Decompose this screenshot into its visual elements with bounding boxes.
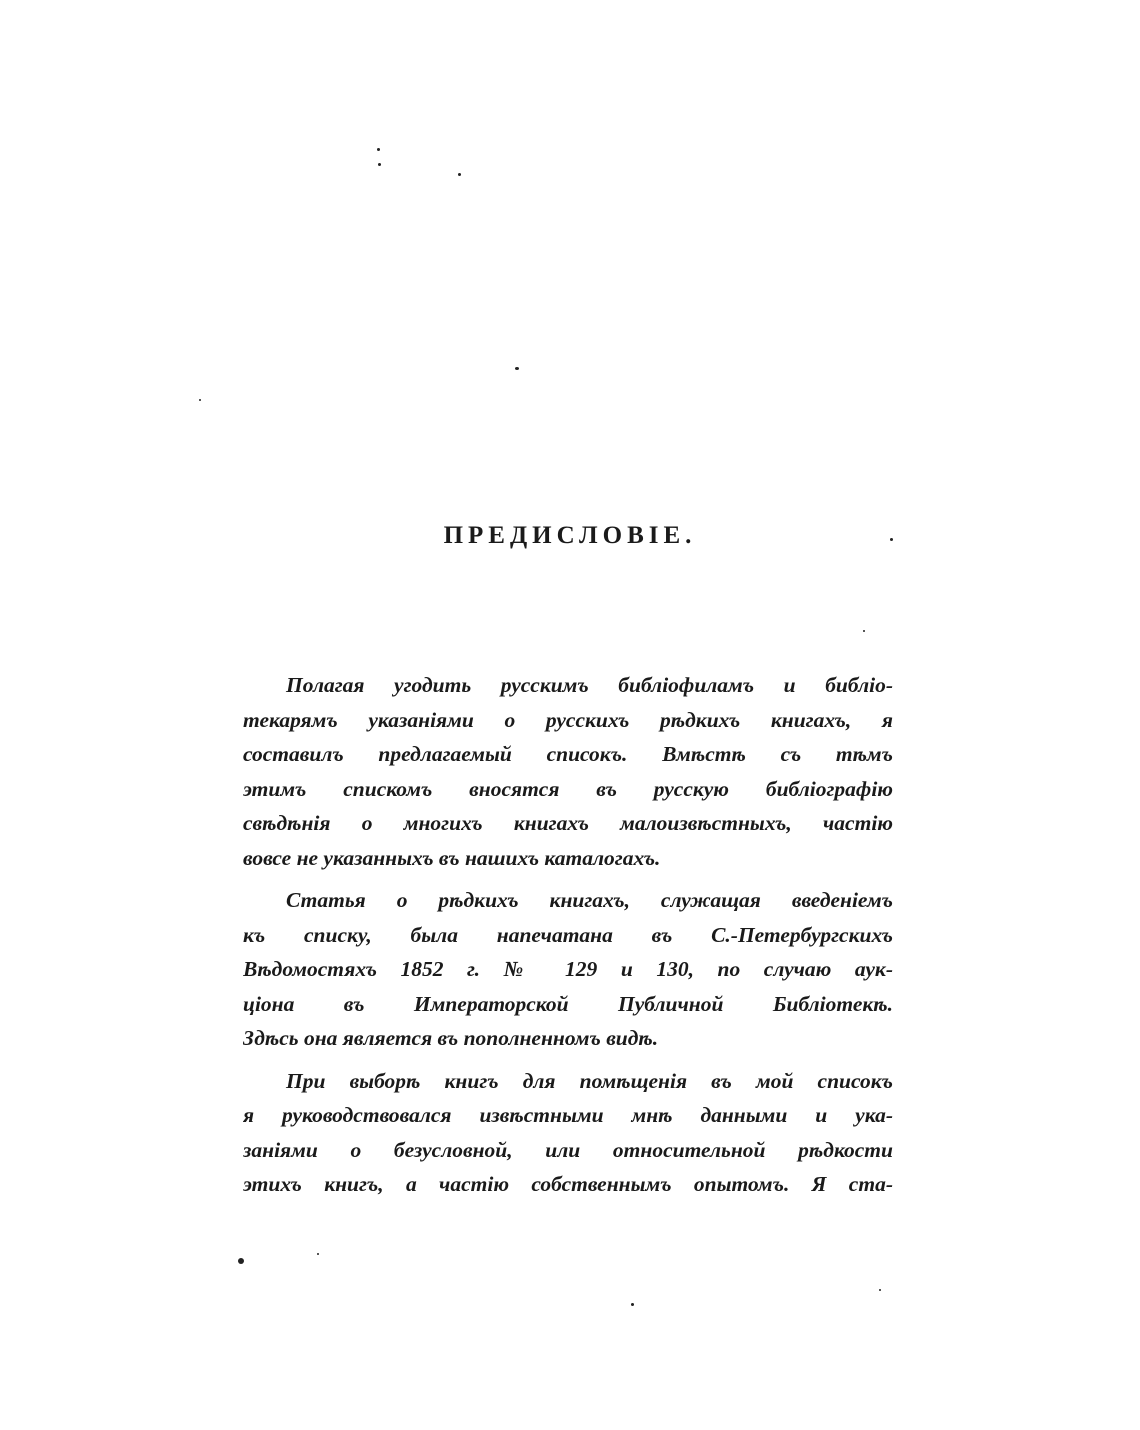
text-line: составилъ предлагаемый списокъ. Вмѣстѣ съ тѣмъ [243, 742, 893, 766]
text-line: этимъ спискомъ вносятся въ русскую библiографiю [243, 776, 893, 801]
scan-speck [631, 1303, 634, 1306]
scan-speck [515, 367, 519, 370]
text-line: къ списку, была напечатана въ С.-Петербургскихъ [243, 922, 893, 947]
scan-speck [458, 173, 461, 176]
text-line: я руководствовался извѣстными мнѣ данными и ука- [243, 1103, 893, 1127]
text-line: Полагая угодить русскимъ библiофиламъ и библiо- [286, 673, 893, 697]
scan-speck [317, 1253, 319, 1255]
text-line: занiями о безусловной, или относительной рѣдкости [243, 1137, 893, 1162]
text-line: При выборѣ книгъ для помѣщенiя въ мой списокъ [286, 1068, 893, 1093]
page-title: ПРЕДИСЛОВIЕ. [443, 522, 697, 549]
scan-speck [238, 1258, 244, 1264]
text-line: текарямъ указанiями о русскихъ рѣдкихъ книгахъ, я [243, 707, 893, 732]
text-line: вовсе не указанныхъ въ нашихъ каталогахъ. [243, 845, 661, 870]
text-line: Вѣдомостяхъ 1852 г. № 129 и 130, по случаю аук- [243, 957, 893, 981]
scan-speck [879, 1289, 881, 1291]
scan-speck [377, 148, 380, 151]
text-line: Статья о рѣдкихъ книгахъ, служащая введенiемъ [286, 888, 893, 912]
text-line: свѣдѣнiя о многихъ книгахъ малоизвѣстныхъ, частiю [243, 811, 893, 835]
text-line: цiона въ Императорской Публичной Библiотекѣ. [243, 991, 893, 1016]
text-line: Здѣсь она является въ пополненномъ видѣ. [243, 1026, 659, 1050]
scan-speck [863, 630, 865, 632]
text-line: этихъ книгъ, а частiю собственнымъ опытомъ. Я ста- [243, 1172, 893, 1196]
preface-body [243, 668, 893, 1202]
scan-speck [199, 399, 201, 401]
scan-speck [378, 163, 381, 166]
